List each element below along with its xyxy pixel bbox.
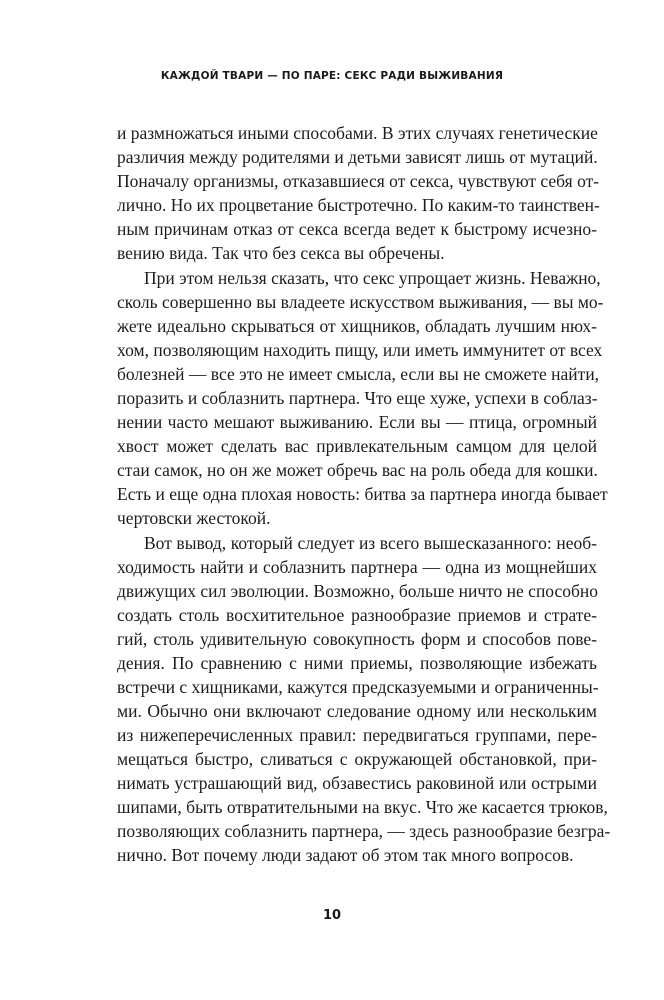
text-line: поразить и соблазнить партнера. Что еще хуже, успехи в соблаз-	[117, 388, 598, 408]
text-line: стаи самок, но он же может обречь вас на роль обеда для кошки.	[117, 460, 598, 480]
text-line: дения. По сравнению с ними приемы, позволяющие избежать	[117, 653, 597, 673]
text-line: жете идеально скрываться от хищников, обладать лучшим нюх-	[117, 316, 597, 336]
text-line: шипами, быть отвратительными на вкус. Что же касается трюков,	[117, 797, 608, 817]
text-line: сколь совершенно вы владеете искусством выживания, — вы мо-	[117, 292, 604, 312]
text-line: и размножаться иными способами. В этих случаях генетические	[117, 123, 598, 143]
text-line: Поначалу организмы, отказавшиеся от секса, чувствуют себя от-	[117, 171, 600, 191]
text-line: нимать устрашающий вид, обзавестись раковиной или острыми	[117, 773, 597, 793]
paragraph-first-line: Вот вывод, который следует из всего вышесказанного: необ-	[144, 533, 597, 553]
paragraph-first-line: При этом нельзя сказать, что секс упрощает жизнь. Неважно,	[144, 268, 601, 288]
text-line: вению вида. Так что без секса вы обречены.	[117, 243, 445, 263]
text-line: нении часто мешают выживанию. Если вы — птица, огромный	[117, 412, 597, 432]
text-line: позволяющих соблазнить партнера, — здесь разнообразие безгра-	[117, 821, 611, 841]
text-line: ми. Обычно они включают следование одному или нескольким	[117, 701, 597, 721]
text-line: создать столь восхитительное разнообразие приемов и страте-	[117, 605, 597, 625]
text-line: движущих сил эволюции. Возможно, больше ничто не способно	[117, 581, 599, 601]
text-line: гий, столь удивительную совокупность форм и способов пове-	[117, 629, 597, 649]
text-line: ходимость найти и соблазнить партнера — одна из мощнейших	[117, 557, 597, 577]
text-line: различия между родителями и детьми зависят лишь от мутаций.	[117, 147, 598, 167]
text-line: хом, позволяющим находить пищу, или иметь иммунитет от всех	[117, 340, 603, 360]
text-line: мещаться быстро, сливаться с окружающей обстановкой, при-	[117, 749, 597, 769]
text-line: Есть и еще одна плохая новость: битва за партнера иногда бывает	[117, 484, 608, 504]
text-line: хвост может сделать вас привлекательным самцом для целой	[117, 436, 597, 456]
text-line: ным причинам отказ от секса всегда ведет к быстрому исчезно-	[117, 219, 597, 239]
text-line: чертовски жестокой.	[117, 508, 271, 528]
running-title: КАЖДОЙ ТВАРИ — ПО ПАРЕ: СЕКС РАДИ ВЫЖИВАНИЯ	[160, 70, 504, 82]
text-line: из нижеперечисленных правил: передвигаться группами, пере-	[117, 725, 597, 745]
text-line: болезней — все это не имеет смысла, если вы не сможете найти,	[117, 364, 600, 384]
text-line: нично. Вот почему люди задают об этом так много вопросов.	[117, 845, 574, 865]
page-number: 10	[322, 908, 342, 923]
text-line: встречи с хищниками, кажутся предсказуемыми и ограниченны-	[117, 677, 599, 697]
text-line: лично. Но их процветание быстротечно. По каким-то таинствен-	[117, 195, 600, 215]
